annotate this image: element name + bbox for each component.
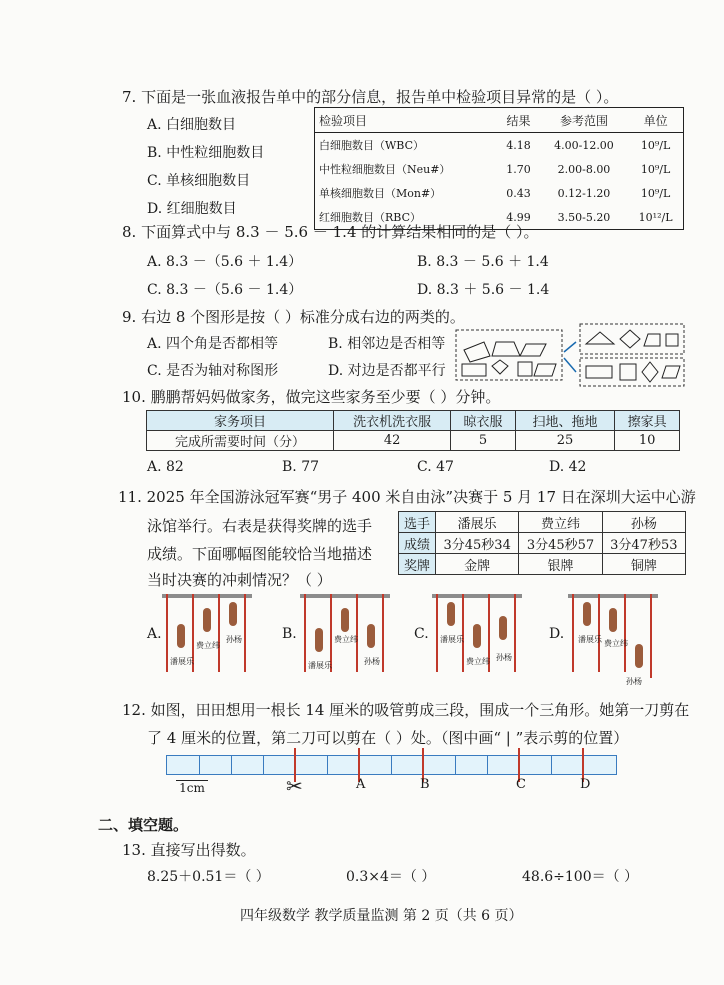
q7-option-b: B. 中性粒细胞数目 bbox=[147, 145, 265, 161]
q8-stem: 8. 下面算式中与 8.3 － 5.6 － 1.4 的计算结果相同的是（ ）。 bbox=[122, 223, 539, 241]
q8-option-d: D. 8.3 ＋ 5.6 － 1.4 bbox=[417, 282, 550, 298]
swimmer-figure bbox=[635, 644, 643, 668]
square-shape bbox=[518, 362, 532, 376]
all-shapes-box bbox=[456, 330, 562, 380]
table-cell: 铜牌 bbox=[602, 554, 685, 575]
table-cell: 中性粒细胞数目（Neu#） bbox=[319, 163, 451, 176]
class-one-box bbox=[580, 324, 684, 354]
parallelogram-shape bbox=[520, 344, 546, 356]
table-cell: 3分45秒34 bbox=[436, 533, 519, 554]
rectangle-shape bbox=[586, 366, 612, 378]
swimmer-name: 费立纬 bbox=[196, 641, 220, 650]
lane-line bbox=[244, 594, 246, 672]
q12-stem-line-1: 12. 如图，田田想用一根长 14 厘米的吸管剪成三段，围成一个三角形。她第一刀剪在 bbox=[122, 701, 690, 719]
table-cell: 金牌 bbox=[436, 554, 519, 575]
lane-line bbox=[650, 594, 652, 678]
table-header: 家务项目 bbox=[147, 411, 334, 431]
cm-tick bbox=[391, 756, 392, 774]
lane-line bbox=[572, 594, 574, 672]
q10-option-b: B. 77 bbox=[282, 459, 320, 475]
swimmer-figure bbox=[203, 608, 211, 632]
q11-stem-line-1: 11. 2025 年全国游泳冠军赛“男子 400 米自由泳”决赛于 5 月 17 日在深圳大运中心游 bbox=[118, 488, 696, 506]
straw-ruler bbox=[166, 755, 617, 775]
table-cell: 费立纬 bbox=[519, 512, 602, 533]
table-cell: 4.00-12.00 bbox=[554, 138, 614, 152]
lane-line bbox=[462, 594, 464, 672]
q12-stem-line-2: 了 4 厘米的位置，第二刀可以剪在（ ）处。（图中画“ | ”表示剪的位置） bbox=[147, 729, 629, 747]
swimmer-name: 孙杨 bbox=[226, 635, 242, 644]
cm-tick bbox=[455, 756, 456, 774]
cm-tick bbox=[263, 756, 264, 774]
table-cell: 42 bbox=[334, 431, 451, 451]
swim-results-table bbox=[398, 511, 686, 575]
table-row bbox=[315, 181, 684, 205]
q9-option-b: B. 相邻边是否相等 bbox=[328, 336, 446, 352]
pool-option-b-label: B. bbox=[282, 626, 297, 642]
cm-tick bbox=[231, 756, 232, 774]
pool-option-d-label: D. bbox=[549, 626, 565, 642]
swimmer-figure bbox=[609, 608, 617, 632]
shape-classification-figure bbox=[454, 322, 688, 388]
class-two-box bbox=[580, 358, 684, 386]
rhombus-shape bbox=[620, 330, 640, 348]
q10-stem: 10. 鹏鹏帮妈妈做家务，做完这些家务至少要（ ）分钟。 bbox=[122, 388, 501, 406]
finish-wall bbox=[568, 594, 658, 598]
finish-wall bbox=[432, 594, 522, 598]
lane-line bbox=[382, 594, 384, 672]
table-cell: 5 bbox=[451, 431, 516, 451]
q7-stem: 7. 下面是一张血液报告单中的部分信息，报告单中检验项目异常的是（ ）。 bbox=[122, 88, 619, 106]
table-cell: 单核细胞数目（Mon#） bbox=[319, 187, 442, 200]
pool-figure-b bbox=[300, 594, 390, 680]
arrow-up-icon bbox=[564, 342, 576, 352]
swimmer-figure bbox=[315, 628, 323, 652]
q9-option-a: A. 四个角是否都相等 bbox=[147, 336, 279, 352]
q8-option-a: A. 8.3 －（5.6 ＋ 1.4） bbox=[147, 254, 303, 270]
table-cell: 10¹²/L bbox=[638, 210, 673, 224]
q8-option-c: C. 8.3 －（5.6 － 1.4） bbox=[147, 282, 303, 298]
table-cell: 红细胞数目（RBC） bbox=[319, 211, 421, 224]
swimmer-figure bbox=[367, 624, 375, 648]
table-cell: 3.50-5.20 bbox=[557, 210, 611, 224]
table-cell: 银牌 bbox=[519, 554, 602, 575]
page-footer: 四年级数学 教学质量监测 第 2 页（共 6 页） bbox=[240, 908, 523, 924]
table-cell: 10⁹/L bbox=[640, 162, 671, 176]
table-header: 成绩 bbox=[399, 533, 436, 554]
blood-report-table bbox=[314, 107, 684, 230]
table-row bbox=[399, 533, 686, 554]
square-shape bbox=[620, 364, 636, 380]
table-header: 洗衣机洗衣服 bbox=[334, 411, 451, 431]
pool-figure-d bbox=[568, 594, 658, 686]
unit-length-label: 1cm bbox=[176, 780, 208, 795]
table-cell: 0.43 bbox=[506, 186, 531, 200]
table-row bbox=[399, 554, 686, 575]
q11-stem-line-4: 当时决赛的冲刺情况？（ ） bbox=[147, 571, 332, 589]
q11-stem-line-2: 泳馆举行。右表是获得奖牌的选手 bbox=[147, 517, 373, 535]
swimmer-name: 潘展乐 bbox=[578, 635, 602, 644]
table-row bbox=[315, 133, 684, 158]
quadrilateral-shape bbox=[464, 342, 490, 362]
q10-option-a: A. 82 bbox=[147, 459, 184, 475]
rhombus-shape bbox=[492, 360, 508, 374]
swimmer-name: 孙杨 bbox=[496, 653, 512, 662]
parallelogram-shape bbox=[534, 364, 556, 376]
q9-option-c: C. 是否为轴对称图形 bbox=[147, 363, 279, 379]
table-cell: 4.18 bbox=[506, 138, 531, 152]
pool-figure-a bbox=[162, 594, 252, 680]
parallelogram-shape bbox=[662, 366, 680, 378]
trapezoid-shape bbox=[492, 342, 520, 356]
swimmer-figure bbox=[583, 602, 591, 626]
q7-option-c: C. 单核细胞数目 bbox=[147, 173, 251, 189]
pool-option-c-label: C. bbox=[414, 626, 429, 642]
cut-label-d: D bbox=[580, 777, 591, 792]
cm-tick bbox=[551, 756, 552, 774]
table-cell: 1.70 bbox=[506, 162, 531, 176]
finish-wall bbox=[300, 594, 390, 598]
table-header: 晾衣服 bbox=[451, 411, 516, 431]
finish-wall bbox=[162, 594, 252, 598]
table-cell: 10 bbox=[615, 431, 680, 451]
table-row bbox=[399, 512, 686, 533]
swimmer-figure bbox=[341, 608, 349, 632]
swimmer-figure bbox=[177, 624, 185, 648]
swimmer-name: 潘展乐 bbox=[170, 657, 194, 666]
table-header: 擦家具 bbox=[615, 411, 680, 431]
chores-table bbox=[146, 410, 680, 451]
table-row bbox=[315, 108, 684, 133]
lane-line bbox=[624, 594, 626, 672]
cm-tick bbox=[487, 756, 488, 774]
q10-option-c: C. 47 bbox=[417, 459, 454, 475]
cm-tick bbox=[199, 756, 200, 774]
section-title: 二、填空题。 bbox=[98, 816, 189, 834]
trapezoid-shape bbox=[644, 334, 660, 346]
table-cell: 3分45秒57 bbox=[519, 533, 602, 554]
table-header: 奖牌 bbox=[399, 554, 436, 575]
table-cell: 0.12-1.20 bbox=[557, 186, 611, 200]
lane-line bbox=[356, 594, 358, 672]
q11-stem-line-3: 成绩。下面哪幅图能较恰当地描述 bbox=[147, 545, 373, 563]
swimmer-name: 费立纬 bbox=[334, 635, 358, 644]
table-header: 单位 bbox=[628, 108, 683, 133]
table-header: 扫地、拖地 bbox=[515, 411, 615, 431]
table-header: 结果 bbox=[497, 108, 539, 133]
table-row bbox=[315, 157, 684, 181]
rhombus-shape bbox=[642, 362, 658, 382]
table-header: 检验项目 bbox=[315, 108, 498, 133]
table-cell: 3分47秒53 bbox=[602, 533, 685, 554]
cm-tick bbox=[327, 756, 328, 774]
swimmer-name: 潘展乐 bbox=[440, 635, 464, 644]
swimmer-figure bbox=[473, 624, 481, 648]
q13-stem: 13. 直接写出得数。 bbox=[122, 841, 256, 859]
table-cell: 10⁹/L bbox=[640, 138, 671, 152]
lane-line bbox=[598, 594, 600, 672]
table-header: 参考范围 bbox=[540, 108, 628, 133]
q9-option-d: D. 对边是否都平行 bbox=[328, 363, 446, 379]
table-cell: 潘展乐 bbox=[436, 512, 519, 533]
swimmer-name: 费立纬 bbox=[466, 657, 490, 666]
pool-figure-c bbox=[432, 594, 522, 680]
table-row bbox=[147, 431, 680, 451]
swimmer-figure bbox=[229, 602, 237, 626]
lane-line bbox=[218, 594, 220, 672]
pool-option-a-label: A. bbox=[147, 626, 162, 642]
table-cell: 25 bbox=[515, 431, 615, 451]
swimmer-name: 费立纬 bbox=[604, 639, 628, 648]
q10-option-d: D. 42 bbox=[549, 459, 587, 475]
q13-item-1: 8.25＋0.51＝（ ） bbox=[147, 869, 270, 885]
swimmer-figure bbox=[447, 602, 455, 626]
q13-item-2: 0.3×4＝（ ） bbox=[346, 869, 436, 885]
lane-line bbox=[304, 594, 306, 672]
swimmer-name: 孙杨 bbox=[364, 657, 380, 666]
kite-shape bbox=[586, 332, 614, 344]
swimmer-figure bbox=[499, 616, 507, 640]
q8-option-b: B. 8.3 － 5.6 ＋ 1.4 bbox=[417, 254, 549, 270]
q9-stem: 9. 右边 8 个图形是按（ ）标准分成右边的两类的。 bbox=[122, 308, 465, 326]
table-row bbox=[147, 411, 680, 431]
arrow-down-icon bbox=[564, 358, 576, 372]
square-shape bbox=[666, 334, 678, 346]
rectangle-shape bbox=[462, 364, 486, 376]
q13-item-3: 48.6÷100＝（ ） bbox=[522, 869, 639, 885]
cut-label-a: A bbox=[356, 777, 366, 792]
lane-line bbox=[436, 594, 438, 672]
cut-label-c: C bbox=[516, 777, 526, 792]
table-cell: 完成所需要时间（分） bbox=[147, 431, 334, 451]
lane-line bbox=[514, 594, 516, 672]
scissors-icon: ✂ bbox=[286, 774, 303, 798]
swimmer-name: 潘展乐 bbox=[308, 661, 332, 670]
table-cell: 10⁹/L bbox=[640, 186, 671, 200]
table-cell: 孙杨 bbox=[602, 512, 685, 533]
q7-option-a: A. 白细胞数目 bbox=[147, 117, 237, 133]
table-cell: 2.00-8.00 bbox=[557, 162, 611, 176]
table-header: 选手 bbox=[399, 512, 436, 533]
swimmer-name: 孙杨 bbox=[626, 677, 642, 686]
q7-option-d: D. 红细胞数目 bbox=[147, 201, 237, 217]
table-cell: 4.99 bbox=[506, 210, 531, 224]
cut-label-b: B bbox=[420, 777, 430, 792]
table-cell: 白细胞数目（WBC） bbox=[319, 139, 425, 152]
lane-line bbox=[166, 594, 168, 672]
